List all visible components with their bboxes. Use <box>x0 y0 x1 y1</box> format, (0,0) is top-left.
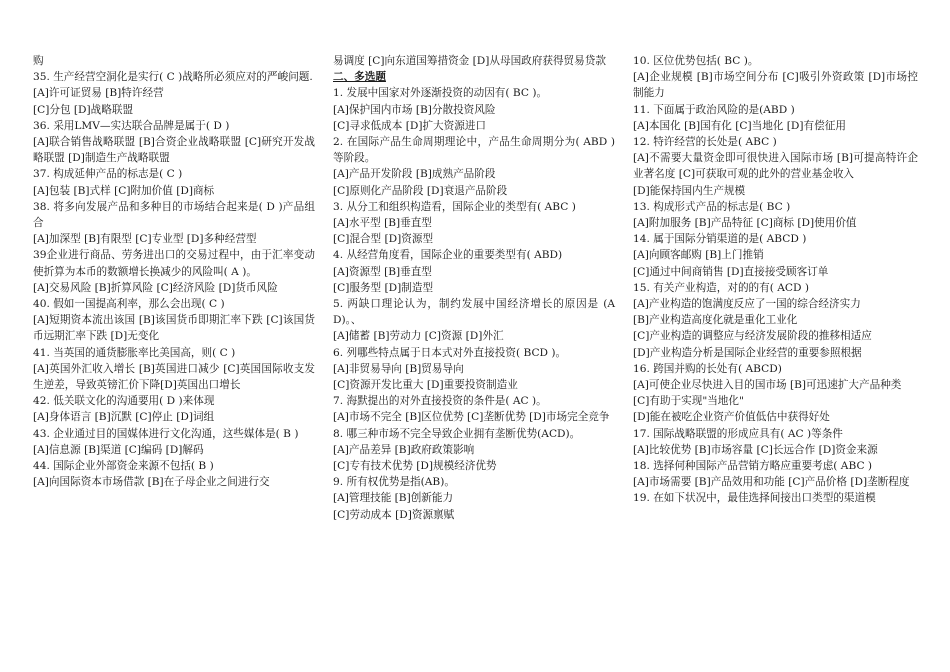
text-line: 14. 属于国际分销渠道的是( ABCD ) <box>633 233 807 246</box>
text-line: [A]附加服务 [B]产品特征 [C]商标 [D]使用价值 <box>633 217 857 230</box>
text-line: 1. 发展中国家对外逐渐投资的动因有( BC )。 <box>333 87 548 100</box>
text-line: [A]可使企业尽快进入目的国市场 [B]可迅速扩大产品种类 <box>633 379 902 392</box>
text-line: [A]交易风险 [B]折算风险 [C]经济风险 [D]货币风险 <box>33 281 278 294</box>
text-line: 39企业进行商品、劳务进出口的交易过程中，由于汇率变动使折算为本币的数额增长换减少的风险叫( A )。 <box>33 249 315 278</box>
text-line: 40. 假如一国提高利率，那么会出现( C ) <box>33 298 225 311</box>
text-line: [B]产业构造高度化就是重化工业化 <box>633 314 798 327</box>
text-column-left <box>33 53 315 490</box>
text-line: 36. 采用LMV—实达联合品牌是属于( D ) <box>33 119 230 132</box>
text-line: [C]混合型 [D]资源型 <box>333 233 434 246</box>
text-line: [A]市场需要 [B]产品效用和功能 [C]产品价格 [D]垄断程度 <box>633 476 910 489</box>
text-line: 6. 列哪些特点属于日本式对外直接投资( BCD )。 <box>333 346 567 359</box>
text-line: [C]劳动成本 [D]资源禀赋 <box>333 508 455 521</box>
text-line: 35. 生产经营空洞化是实行( C )战略所必须应对的严峻问题. <box>33 71 313 84</box>
text-line: [A]许可证贸易 [B]特许经营 <box>33 87 164 100</box>
text-line: 13. 构成形式产品的标志是( BC ) <box>633 200 791 213</box>
section-heading: 二、多选题 <box>333 71 386 84</box>
text-line: [A]资源型 [B]垂直型 <box>333 265 432 278</box>
text-line: 37. 构成延伸产品的标志是( C ) <box>33 168 183 181</box>
text-line: [C]专有技术优势 [D]规模经济优势 <box>333 460 497 473</box>
text-line: [A]产品差异 [B]政府政策影响 <box>333 443 475 456</box>
text-line: [A]产品开发阶段 [B]成熟产品阶段 <box>333 168 496 181</box>
text-line: 12. 特许经营的长处是( ABC ) <box>633 136 777 149</box>
text-line: [A]管理技能 [B]创新能力 <box>333 492 454 505</box>
text-line: [C]有助于实现"当地化" <box>633 395 744 408</box>
text-line: [A]包装 [B]式样 [C]附加价值 [D]商标 <box>33 184 215 197</box>
text-line: 17. 国际战略联盟的形成应具有( AC )等条件 <box>633 427 843 440</box>
text-line: [C]寻求低成本 [D]扩大资源进口 <box>333 119 487 132</box>
text-line: 7. 海默提出的对外直接投资的条件是( AC )。 <box>333 395 547 408</box>
text-column-right <box>633 53 918 507</box>
text-line: 38. 将多向发展产品和多种目的市场结合起来是( D )产品组合 <box>33 200 315 230</box>
text-line: 42. 低关联文化的沟通要用( D )来体现 <box>33 395 215 408</box>
text-line: [A]加深型 [B]有限型 [C]专业型 [D]多种经营型 <box>33 233 257 246</box>
text-line: [C]资源开发比重大 [D]重要投资制造业 <box>333 379 518 392</box>
text-line: 4. 从经营角度看，国际企业的重要类型有( ABD) <box>333 249 563 262</box>
text-line: [D]能在被吃企业资产价值低估中获得好处 <box>633 411 830 424</box>
text-line: 43. 企业通过目的国媒体进行文化沟通，这些媒体是( B ) <box>33 427 299 440</box>
text-line: 19. 在如下状况中，最佳选择间接出口类型的渠道模 <box>633 492 876 505</box>
text-line: [A]水平型 [B]垂直型 <box>333 217 432 230</box>
text-line: [C]通过中间商销售 [D]直接接受顾客订单 <box>633 265 829 278</box>
text-line: [C]服务型 [D]制造型 <box>333 281 434 294</box>
text-line: 18. 选择何种国际产品营销方略应重要考虑( ABC ) <box>633 460 873 473</box>
text-line: [A]企业规模 [B]市场空间分布 [C]吸引外资政策 [D]市场控制能力 <box>633 71 918 100</box>
text-line: 易调度 [C]向东道国筹措资金 [D]从母国政府获得贸易贷款 <box>333 55 606 67</box>
text-line: 11. 下面属于政治风险的是(ABD ) <box>633 103 795 116</box>
text-line: [A]联合销售战略联盟 [B]合资企业战略联盟 [C]研究开发战略联盟 [D]制造生产战略联盟 <box>33 136 315 165</box>
text-line: [C]原则化产品阶段 [D]衰退产品阶段 <box>333 184 508 197</box>
text-line: [A]短期资本流出该国 [B]该国货币即期汇率下跌 [C]该国货币远期汇率下跌 [D]无变化 <box>33 314 315 343</box>
text-line: [A]储蓄 [B]劳动力 [C]资源 [D]外汇 <box>333 330 504 343</box>
text-line: 10. 区位优势包括( BC )。 <box>633 55 759 67</box>
text-line: [A]市场不完全 [B]区位优势 [C]垄断优势 [D]市场完全竞争 <box>333 411 610 424</box>
text-line: [A]信息源 [B]渠道 [C]编码 [D]解码 <box>33 443 204 456</box>
text-line: [A]不需要大量资金即可很快进入国际市场 [B]可提高特许企业著名度 [C]可获取可观的此外的营业基金收入 <box>633 152 918 181</box>
text-line: 44. 国际企业外部资金来源不包括( B ) <box>33 460 214 473</box>
text-column-middle <box>333 53 615 523</box>
text-line: [A]向国际资本市场借款 [B]在子母企业之间进行交 <box>33 476 270 489</box>
text-line: 16. 跨国并购的长处有( ABCD) <box>633 362 782 375</box>
text-line: [A]保护国内市场 [B]分散投资风险 <box>333 103 496 116</box>
text-line: [A]身体语言 [B]沉默 [C]停止 [D]词组 <box>33 411 215 424</box>
text-line: [D]产业构造分析是国际企业经营的重要参照根据 <box>633 346 862 359</box>
text-line: [A]本国化 [B]国有化 [C]当地化 [D]有偿征用 <box>633 119 846 132</box>
text-line: 9. 所有权优势是指(AB)。 <box>333 476 455 489</box>
text-line: 15. 有关产业构造，对的的有( ACD ) <box>633 281 809 294</box>
text-line: 8. 哪三种市场不完全导致企业拥有垄断优势(ACD)。 <box>333 427 581 440</box>
text-line: 41. 当英国的通货膨胀率比美国高，则( C ) <box>33 346 236 359</box>
text-line: 5. 两缺口理论认为，制约发展中国经济增长的原因是 (AD)。、 <box>333 298 615 327</box>
text-line: [A]英国外汇收入增长 [B]英国进口减少 [C]英国国际收支发生逆差，导致英镑汇价下降[D]英国出口增长 <box>33 362 315 392</box>
text-line: [A]向顾客邮购 [B]上门推销 <box>633 249 764 262</box>
text-line: [C]产业构造的调整应与经济发展阶段的推移相适应 <box>633 330 872 343</box>
text-line: 购 <box>33 55 44 67</box>
text-line: [D]能保持国内生产规模 <box>633 184 746 197</box>
text-line: [A]产业构造的饱满度反应了一国的综合经济实力 <box>633 298 861 311</box>
text-line: [A]比较优势 [B]市场容量 [C]长远合作 [D]资金来源 <box>633 443 878 456</box>
text-line: [A]非贸易导向 [B]贸易导向 <box>333 362 464 375</box>
text-line: 3. 从分工和组织构造看，国际企业的类型有( ABC ) <box>333 200 576 213</box>
text-line: [C]分包 [D]战略联盟 <box>33 103 134 116</box>
text-line: 2. 在国际产品生命周期理论中，产品生命周期分为( ABD )等阶段。 <box>333 136 615 165</box>
